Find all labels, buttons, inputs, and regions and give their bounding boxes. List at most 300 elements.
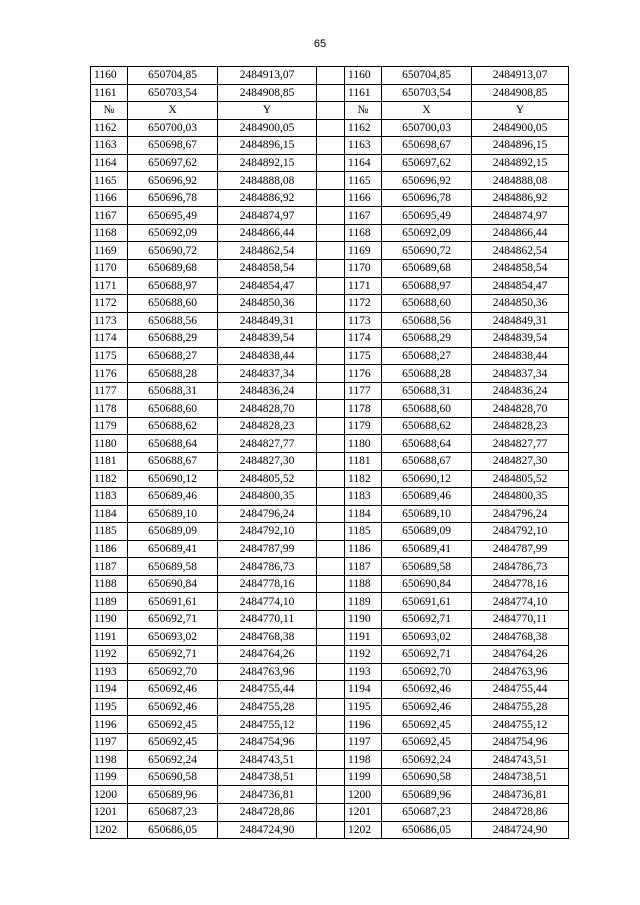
x-coordinate-left: 650686,05	[128, 821, 218, 839]
point-number-right: 1191	[345, 628, 382, 646]
header-y-left: Y	[218, 102, 317, 120]
column-gap	[317, 172, 345, 190]
x-coordinate-left: 650703,54	[128, 84, 218, 102]
y-coordinate-right: 2484792,10	[472, 523, 569, 541]
x-coordinate-right: 650695,49	[382, 207, 472, 225]
y-coordinate-left: 2484836,24	[218, 382, 317, 400]
column-gap	[317, 382, 345, 400]
x-coordinate-right: 650692,70	[382, 663, 472, 681]
x-coordinate-left: 650688,28	[128, 365, 218, 383]
y-coordinate-left: 2484800,35	[218, 488, 317, 506]
y-coordinate-right: 2484838,44	[472, 347, 569, 365]
header-number-right: №	[345, 102, 382, 120]
x-coordinate-right: 650692,71	[382, 610, 472, 628]
point-number-left: 1161	[91, 84, 128, 102]
y-coordinate-left: 2484738,51	[218, 768, 317, 786]
x-coordinate-left: 650690,12	[128, 470, 218, 488]
y-coordinate-left: 2484892,15	[218, 154, 317, 172]
table-row	[91, 575, 569, 593]
table-row	[91, 470, 569, 488]
point-number-right: 1172	[345, 295, 382, 313]
point-number-left: 1201	[91, 803, 128, 821]
y-coordinate-right: 2484763,96	[472, 663, 569, 681]
y-coordinate-right: 2484796,24	[472, 505, 569, 523]
header-number-left: №	[91, 102, 128, 120]
table-row	[91, 628, 569, 646]
y-coordinate-left: 2484888,08	[218, 172, 317, 190]
point-number-right: 1176	[345, 365, 382, 383]
y-coordinate-left: 2484828,23	[218, 417, 317, 435]
y-coordinate-right: 2484874,97	[472, 207, 569, 225]
column-gap	[317, 558, 345, 576]
x-coordinate-right: 650690,58	[382, 768, 472, 786]
column-gap	[317, 330, 345, 348]
point-number-right: 1187	[345, 558, 382, 576]
table-row	[91, 453, 569, 471]
point-number-right: 1166	[345, 189, 382, 207]
y-coordinate-left: 2484743,51	[218, 751, 317, 769]
point-number-left: 1169	[91, 242, 128, 260]
y-coordinate-left: 2484827,77	[218, 435, 317, 453]
column-gap	[317, 733, 345, 751]
x-coordinate-right: 650703,54	[382, 84, 472, 102]
y-coordinate-right: 2484754,96	[472, 733, 569, 751]
point-number-right: 1178	[345, 400, 382, 418]
column-gap	[317, 646, 345, 664]
x-coordinate-left: 650688,60	[128, 295, 218, 313]
y-coordinate-right: 2484736,81	[472, 786, 569, 804]
x-coordinate-right: 650688,27	[382, 347, 472, 365]
table-row	[91, 751, 569, 769]
point-number-left: 1162	[91, 119, 128, 137]
table-row	[91, 435, 569, 453]
y-coordinate-right: 2484755,12	[472, 716, 569, 734]
y-coordinate-left: 2484837,34	[218, 365, 317, 383]
y-coordinate-right: 2484828,70	[472, 400, 569, 418]
y-coordinate-right: 2484836,24	[472, 382, 569, 400]
x-coordinate-left: 650692,70	[128, 663, 218, 681]
y-coordinate-right: 2484849,31	[472, 312, 569, 330]
point-number-left: 1182	[91, 470, 128, 488]
table-row	[91, 417, 569, 435]
point-number-right: 1201	[345, 803, 382, 821]
table-row	[91, 733, 569, 751]
point-number-left: 1164	[91, 154, 128, 172]
x-coordinate-left: 650687,23	[128, 803, 218, 821]
point-number-right: 1197	[345, 733, 382, 751]
x-coordinate-left: 650696,78	[128, 189, 218, 207]
x-coordinate-left: 650692,24	[128, 751, 218, 769]
x-coordinate-left: 650690,72	[128, 242, 218, 260]
point-number-left: 1197	[91, 733, 128, 751]
point-number-right: 1186	[345, 540, 382, 558]
column-gap	[317, 154, 345, 172]
point-number-right: 1195	[345, 698, 382, 716]
y-coordinate-right: 2484827,77	[472, 435, 569, 453]
x-coordinate-left: 650688,27	[128, 347, 218, 365]
x-coordinate-right: 650688,31	[382, 382, 472, 400]
x-coordinate-left: 650689,68	[128, 260, 218, 278]
point-number-left: 1195	[91, 698, 128, 716]
y-coordinate-right: 2484738,51	[472, 768, 569, 786]
x-coordinate-left: 650688,29	[128, 330, 218, 348]
point-number-right: 1171	[345, 277, 382, 295]
table-row	[91, 803, 569, 821]
column-gap	[317, 610, 345, 628]
point-number-right: 1196	[345, 716, 382, 734]
point-number-left: 1202	[91, 821, 128, 839]
point-number-left: 1181	[91, 453, 128, 471]
y-coordinate-right: 2484888,08	[472, 172, 569, 190]
table-row	[91, 593, 569, 611]
point-number-right: 1161	[345, 84, 382, 102]
column-gap	[317, 347, 345, 365]
column-gap	[317, 312, 345, 330]
y-coordinate-right: 2484743,51	[472, 751, 569, 769]
point-number-left: 1170	[91, 260, 128, 278]
column-gap	[317, 768, 345, 786]
table-row	[91, 119, 569, 137]
y-coordinate-left: 2484858,54	[218, 260, 317, 278]
y-coordinate-right: 2484786,73	[472, 558, 569, 576]
x-coordinate-left: 650688,64	[128, 435, 218, 453]
x-coordinate-left: 650698,67	[128, 137, 218, 155]
column-gap	[317, 716, 345, 734]
y-coordinate-left: 2484839,54	[218, 330, 317, 348]
y-coordinate-right: 2484839,54	[472, 330, 569, 348]
x-coordinate-left: 650689,96	[128, 786, 218, 804]
y-coordinate-left: 2484828,70	[218, 400, 317, 418]
table-row	[91, 242, 569, 260]
y-coordinate-right: 2484787,99	[472, 540, 569, 558]
column-gap	[317, 119, 345, 137]
column-gap	[317, 540, 345, 558]
x-coordinate-right: 650689,68	[382, 260, 472, 278]
point-number-right: 1193	[345, 663, 382, 681]
point-number-left: 1198	[91, 751, 128, 769]
column-gap	[317, 488, 345, 506]
x-coordinate-right: 650692,71	[382, 646, 472, 664]
column-gap	[317, 435, 345, 453]
point-number-left: 1189	[91, 593, 128, 611]
y-coordinate-left: 2484805,52	[218, 470, 317, 488]
table-row	[91, 646, 569, 664]
y-coordinate-left: 2484786,73	[218, 558, 317, 576]
point-number-right: 1170	[345, 260, 382, 278]
y-coordinate-right: 2484755,44	[472, 681, 569, 699]
page-number: 65	[313, 38, 327, 50]
x-coordinate-right: 650691,61	[382, 593, 472, 611]
x-coordinate-left: 650700,03	[128, 119, 218, 137]
x-coordinate-right: 650704,85	[382, 67, 472, 85]
column-gap	[317, 224, 345, 242]
point-number-right: 1173	[345, 312, 382, 330]
column-gap	[317, 593, 345, 611]
column-gap	[317, 295, 345, 313]
coordinates-table-body	[91, 67, 569, 839]
table-row	[91, 382, 569, 400]
y-coordinate-left: 2484792,10	[218, 523, 317, 541]
y-coordinate-left: 2484754,96	[218, 733, 317, 751]
point-number-right: 1182	[345, 470, 382, 488]
y-coordinate-right: 2484828,23	[472, 417, 569, 435]
column-gap	[317, 751, 345, 769]
point-number-left: 1175	[91, 347, 128, 365]
table-row	[91, 154, 569, 172]
table-row	[91, 488, 569, 506]
x-coordinate-right: 650696,78	[382, 189, 472, 207]
x-coordinate-left: 650688,31	[128, 382, 218, 400]
y-coordinate-right: 2484768,38	[472, 628, 569, 646]
table-row	[91, 295, 569, 313]
column-gap	[317, 277, 345, 295]
y-coordinate-left: 2484908,85	[218, 84, 317, 102]
x-coordinate-left: 650697,62	[128, 154, 218, 172]
column-gap	[317, 189, 345, 207]
x-coordinate-right: 650688,60	[382, 400, 472, 418]
x-coordinate-left: 650688,56	[128, 312, 218, 330]
point-number-left: 1168	[91, 224, 128, 242]
x-coordinate-left: 650692,71	[128, 610, 218, 628]
table-row	[91, 698, 569, 716]
y-coordinate-right: 2484908,85	[472, 84, 569, 102]
column-gap	[317, 803, 345, 821]
x-coordinate-right: 650688,62	[382, 417, 472, 435]
y-coordinate-left: 2484874,97	[218, 207, 317, 225]
x-coordinate-left: 650689,10	[128, 505, 218, 523]
column-gap	[317, 207, 345, 225]
x-coordinate-left: 650692,46	[128, 681, 218, 699]
point-number-left: 1176	[91, 365, 128, 383]
y-coordinate-right: 2484850,36	[472, 295, 569, 313]
x-coordinate-right: 650688,56	[382, 312, 472, 330]
x-coordinate-right: 650686,05	[382, 821, 472, 839]
y-coordinate-left: 2484796,24	[218, 505, 317, 523]
x-coordinate-right: 650689,10	[382, 505, 472, 523]
point-number-left: 1179	[91, 417, 128, 435]
point-number-right: 1199	[345, 768, 382, 786]
column-gap	[317, 523, 345, 541]
y-coordinate-left: 2484787,99	[218, 540, 317, 558]
column-gap	[317, 137, 345, 155]
x-coordinate-left: 650696,92	[128, 172, 218, 190]
point-number-right: 1184	[345, 505, 382, 523]
table-row	[91, 260, 569, 278]
table-row	[91, 67, 569, 85]
point-number-left: 1163	[91, 137, 128, 155]
x-coordinate-right: 650689,96	[382, 786, 472, 804]
column-gap	[317, 67, 345, 85]
x-coordinate-left: 650688,60	[128, 400, 218, 418]
x-coordinate-left: 650688,97	[128, 277, 218, 295]
column-gap	[317, 505, 345, 523]
point-number-right: 1179	[345, 417, 382, 435]
x-coordinate-right: 650690,12	[382, 470, 472, 488]
table-row	[91, 540, 569, 558]
x-coordinate-right: 650693,02	[382, 628, 472, 646]
x-coordinate-left: 650689,46	[128, 488, 218, 506]
table-row	[91, 189, 569, 207]
x-coordinate-right: 650688,97	[382, 277, 472, 295]
point-number-left: 1166	[91, 189, 128, 207]
column-gap	[317, 365, 345, 383]
y-coordinate-left: 2484866,44	[218, 224, 317, 242]
x-coordinate-right: 650698,67	[382, 137, 472, 155]
y-coordinate-left: 2484755,12	[218, 716, 317, 734]
column-gap	[317, 102, 345, 120]
column-gap	[317, 242, 345, 260]
point-number-left: 1173	[91, 312, 128, 330]
point-number-left: 1184	[91, 505, 128, 523]
table-row	[91, 681, 569, 699]
table-row	[91, 610, 569, 628]
x-coordinate-left: 650693,02	[128, 628, 218, 646]
coordinates-table	[90, 66, 569, 839]
table-row	[91, 347, 569, 365]
y-coordinate-left: 2484755,44	[218, 681, 317, 699]
point-number-right: 1188	[345, 575, 382, 593]
table-row	[91, 207, 569, 225]
header-y-right: Y	[472, 102, 569, 120]
point-number-left: 1172	[91, 295, 128, 313]
point-number-right: 1200	[345, 786, 382, 804]
y-coordinate-right: 2484892,15	[472, 154, 569, 172]
point-number-right: 1183	[345, 488, 382, 506]
y-coordinate-right: 2484900,05	[472, 119, 569, 137]
column-gap	[317, 663, 345, 681]
point-number-left: 1183	[91, 488, 128, 506]
point-number-left: 1200	[91, 786, 128, 804]
point-number-left: 1193	[91, 663, 128, 681]
column-gap	[317, 786, 345, 804]
x-coordinate-right: 650692,45	[382, 716, 472, 734]
table-row	[91, 821, 569, 839]
table-row	[91, 330, 569, 348]
x-coordinate-left: 650704,85	[128, 67, 218, 85]
y-coordinate-right: 2484858,54	[472, 260, 569, 278]
point-number-right: 1162	[345, 119, 382, 137]
y-coordinate-left: 2484854,47	[218, 277, 317, 295]
point-number-right: 1194	[345, 681, 382, 699]
table-row	[91, 277, 569, 295]
y-coordinate-left: 2484755,28	[218, 698, 317, 716]
x-coordinate-right: 650692,45	[382, 733, 472, 751]
y-coordinate-right: 2484778,16	[472, 575, 569, 593]
x-coordinate-left: 650691,61	[128, 593, 218, 611]
header-x-left: X	[128, 102, 218, 120]
point-number-right: 1168	[345, 224, 382, 242]
point-number-left: 1171	[91, 277, 128, 295]
x-coordinate-right: 650690,84	[382, 575, 472, 593]
x-coordinate-left: 650689,41	[128, 540, 218, 558]
y-coordinate-left: 2484768,38	[218, 628, 317, 646]
point-number-right: 1177	[345, 382, 382, 400]
y-coordinate-right: 2484728,86	[472, 803, 569, 821]
y-coordinate-left: 2484896,15	[218, 137, 317, 155]
point-number-right: 1174	[345, 330, 382, 348]
table-row	[91, 172, 569, 190]
point-number-right: 1181	[345, 453, 382, 471]
y-coordinate-right: 2484896,15	[472, 137, 569, 155]
y-coordinate-left: 2484850,36	[218, 295, 317, 313]
y-coordinate-left: 2484849,31	[218, 312, 317, 330]
x-coordinate-left: 650692,71	[128, 646, 218, 664]
table-header-row	[91, 102, 569, 120]
point-number-left: 1185	[91, 523, 128, 541]
table-row	[91, 663, 569, 681]
y-coordinate-right: 2484913,07	[472, 67, 569, 85]
table-row	[91, 768, 569, 786]
table-row	[91, 137, 569, 155]
y-coordinate-right: 2484862,54	[472, 242, 569, 260]
point-number-left: 1196	[91, 716, 128, 734]
x-coordinate-left: 650695,49	[128, 207, 218, 225]
point-number-left: 1177	[91, 382, 128, 400]
y-coordinate-left: 2484736,81	[218, 786, 317, 804]
y-coordinate-left: 2484778,16	[218, 575, 317, 593]
x-coordinate-right: 650688,64	[382, 435, 472, 453]
point-number-right: 1198	[345, 751, 382, 769]
point-number-right: 1189	[345, 593, 382, 611]
table-row	[91, 365, 569, 383]
x-coordinate-left: 650690,84	[128, 575, 218, 593]
x-coordinate-left: 650690,58	[128, 768, 218, 786]
table-row	[91, 523, 569, 541]
point-number-right: 1165	[345, 172, 382, 190]
point-number-right: 1169	[345, 242, 382, 260]
y-coordinate-left: 2484764,26	[218, 646, 317, 664]
column-gap	[317, 698, 345, 716]
y-coordinate-left: 2484827,30	[218, 453, 317, 471]
x-coordinate-right: 650688,29	[382, 330, 472, 348]
table-row	[91, 400, 569, 418]
point-number-left: 1194	[91, 681, 128, 699]
column-gap	[317, 400, 345, 418]
point-number-right: 1190	[345, 610, 382, 628]
x-coordinate-right: 650688,60	[382, 295, 472, 313]
point-number-right: 1192	[345, 646, 382, 664]
x-coordinate-left: 650689,09	[128, 523, 218, 541]
column-gap	[317, 575, 345, 593]
x-coordinate-right: 650689,09	[382, 523, 472, 541]
table-row	[91, 84, 569, 102]
point-number-right: 1163	[345, 137, 382, 155]
x-coordinate-left: 650692,45	[128, 733, 218, 751]
point-number-left: 1186	[91, 540, 128, 558]
x-coordinate-left: 650688,62	[128, 417, 218, 435]
point-number-left: 1180	[91, 435, 128, 453]
x-coordinate-right: 650688,67	[382, 453, 472, 471]
x-coordinate-right: 650689,46	[382, 488, 472, 506]
y-coordinate-right: 2484764,26	[472, 646, 569, 664]
column-gap	[317, 417, 345, 435]
column-gap	[317, 681, 345, 699]
x-coordinate-right: 650696,92	[382, 172, 472, 190]
x-coordinate-right: 650688,28	[382, 365, 472, 383]
x-coordinate-right: 650689,41	[382, 540, 472, 558]
table-row	[91, 224, 569, 242]
point-number-right: 1175	[345, 347, 382, 365]
y-coordinate-left: 2484724,90	[218, 821, 317, 839]
point-number-left: 1167	[91, 207, 128, 225]
column-gap	[317, 260, 345, 278]
y-coordinate-left: 2484770,11	[218, 610, 317, 628]
y-coordinate-right: 2484837,34	[472, 365, 569, 383]
point-number-left: 1165	[91, 172, 128, 190]
y-coordinate-right: 2484755,28	[472, 698, 569, 716]
table-row	[91, 786, 569, 804]
point-number-right: 1164	[345, 154, 382, 172]
